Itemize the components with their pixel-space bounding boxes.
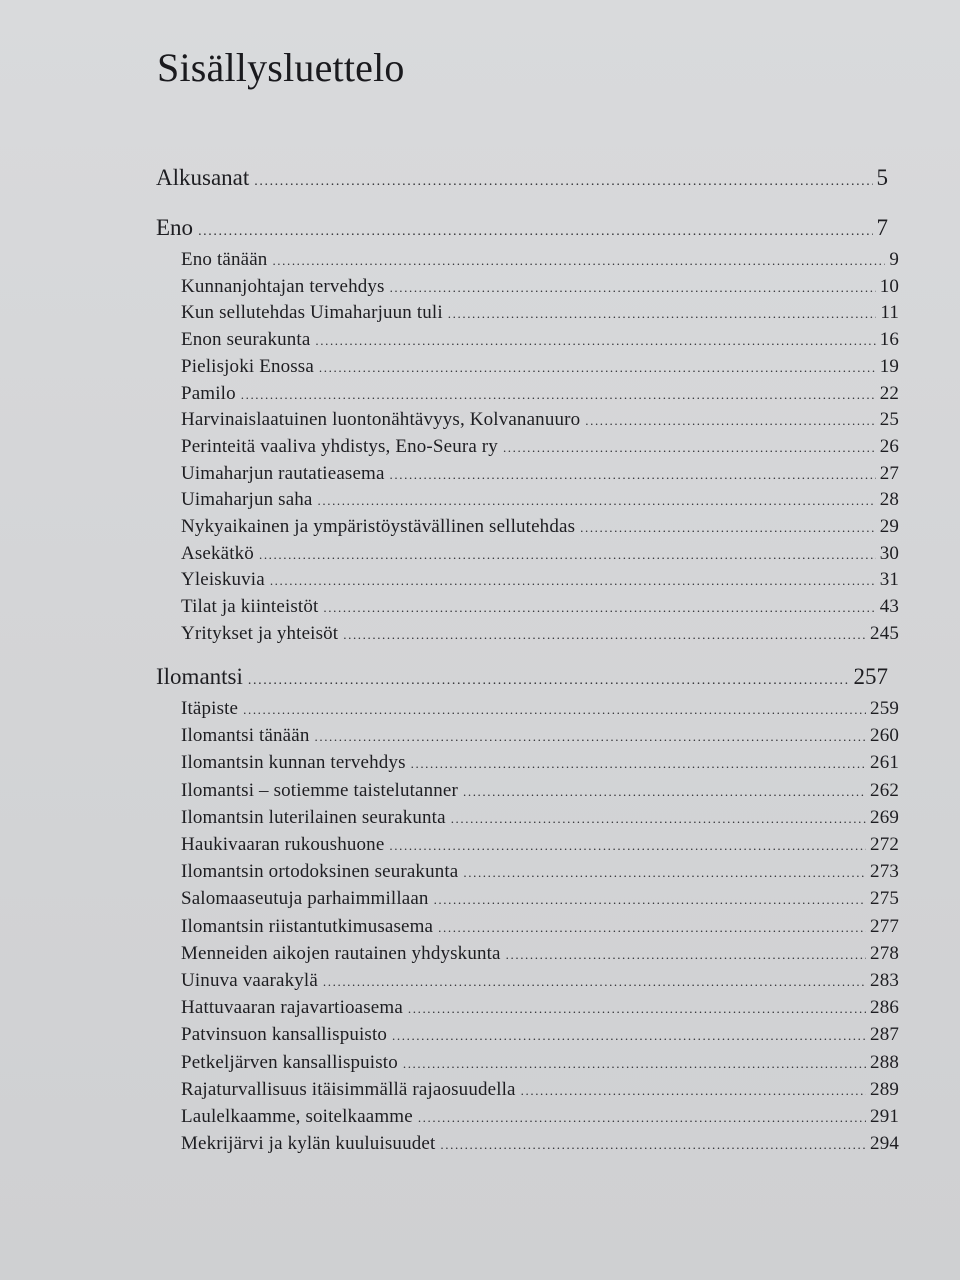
dot-leader: [318, 493, 876, 509]
dot-leader: [448, 306, 877, 322]
dot-leader: [343, 627, 866, 643]
page-number: 275: [870, 888, 899, 909]
entry-title: Uimaharjun saha: [181, 489, 313, 510]
toc-entry: [181, 1106, 899, 1132]
dot-leader: [521, 1083, 866, 1099]
page-number: 272: [870, 834, 899, 855]
toc-entry: [181, 943, 899, 969]
dot-leader: [323, 600, 875, 616]
toc-entry: [181, 780, 899, 806]
dot-leader: [463, 784, 866, 800]
dot-leader: [254, 174, 872, 190]
page-number: 29: [879, 516, 899, 537]
entry-title: Petkeljärven kansallispuisto: [181, 1052, 398, 1073]
dot-leader: [392, 1028, 866, 1044]
page-number: 245: [870, 623, 899, 644]
entry-title: Ilomantsi: [156, 664, 243, 689]
page-number: 26: [879, 436, 899, 457]
toc-entry: [181, 970, 899, 996]
toc-entry: [181, 1079, 899, 1105]
toc-entry: [181, 916, 899, 942]
dot-leader: [259, 547, 876, 563]
entry-title: Tilat ja kiinteistöt: [181, 596, 319, 617]
entry-title: Harvinaislaatuinen luontonähtävyys, Kolvananuuro: [181, 409, 581, 430]
toc-entry: [181, 329, 899, 355]
dot-leader: [418, 1110, 866, 1126]
page-number: 259: [870, 698, 899, 719]
entry-title: Ilomantsin kunnan tervehdys: [181, 752, 406, 773]
entry-title: Kunnanjohtajan tervehdys: [181, 276, 385, 297]
entry-title: Pielisjoki Enossa: [181, 356, 314, 377]
entry-title: Kun sellutehdas Uimaharjuun tuli: [181, 302, 443, 323]
toc-entry: [181, 463, 899, 489]
toc-entry: [181, 834, 899, 860]
entry-title: Perinteitä vaaliva yhdistys, Eno-Seura ry: [181, 436, 498, 457]
page-number: 30: [879, 543, 899, 564]
toc-entry: [181, 752, 899, 778]
entry-title: Yleiskuvia: [181, 569, 265, 590]
page-number: 11: [880, 302, 899, 323]
toc-entry: [181, 1052, 899, 1078]
toc-entry: [181, 356, 899, 382]
page-number: 16: [879, 329, 899, 350]
dot-leader: [451, 811, 866, 827]
toc-entry: [181, 249, 899, 275]
toc-entry: [181, 516, 899, 542]
toc-entry: [181, 596, 899, 622]
page-number: 286: [870, 997, 899, 1018]
dot-leader: [323, 974, 866, 990]
section-heading: [156, 215, 888, 245]
dot-leader: [390, 467, 876, 483]
dot-leader: [438, 920, 866, 936]
page-title: Sisällysluettelo: [157, 45, 405, 90]
section-heading: [156, 664, 888, 694]
toc-entry: [181, 623, 899, 649]
toc-entry: [181, 888, 899, 914]
dot-leader: [463, 865, 866, 881]
dot-leader: [241, 387, 876, 403]
toc-entry: [181, 698, 899, 724]
toc-entry: [181, 1133, 899, 1159]
page-number: 277: [870, 916, 899, 937]
toc-entry: [181, 725, 899, 751]
entry-title: Rajaturvallisuus itäisimmällä rajaosuudella: [181, 1079, 516, 1100]
entry-title: Menneiden aikojen rautainen yhdyskunta: [181, 943, 501, 964]
entry-title: Salomaaseutuja parhaimmillaan: [181, 888, 429, 909]
dot-leader: [272, 253, 885, 269]
dot-leader: [198, 224, 872, 240]
entry-title: Ilomantsin ortodoksinen seurakunta: [181, 861, 459, 882]
page-number: 288: [870, 1052, 899, 1073]
entry-title: Asekätkö: [181, 543, 254, 564]
entry-title: Ilomantsin riistantutkimusasema: [181, 916, 434, 937]
entry-title: Ilomantsi – sotiemme taistelutanner: [181, 780, 458, 801]
toc-entry: [181, 543, 899, 569]
entry-title: Uinuva vaarakylä: [181, 970, 318, 991]
page-number: 289: [870, 1079, 899, 1100]
entry-title: Laulelkaamme, soitelkaamme: [181, 1106, 413, 1127]
dot-leader: [408, 1001, 866, 1017]
dot-leader: [434, 892, 866, 908]
toc-entry: [181, 383, 899, 409]
dot-leader: [440, 1137, 866, 1153]
entry-title: Hattuvaaran rajavartioasema: [181, 997, 403, 1018]
entry-title: Yritykset ja yhteisöt: [181, 623, 339, 644]
page-number: 31: [879, 569, 899, 590]
entry-title: Eno tänään: [181, 249, 268, 270]
dot-leader: [506, 947, 866, 963]
toc-entry: [181, 569, 899, 595]
entry-title: Pamilo: [181, 383, 236, 404]
dot-leader: [315, 333, 875, 349]
page-number: 260: [870, 725, 899, 746]
page-number: 7: [876, 215, 888, 240]
entry-title: Uimaharjun rautatieasema: [181, 463, 385, 484]
entry-title: Mekrijärvi ja kylän kuuluisuudet: [181, 1133, 436, 1154]
page-number: 294: [870, 1133, 899, 1154]
dot-leader: [390, 280, 876, 296]
entry-title: Ilomantsin luterilainen seurakunta: [181, 807, 446, 828]
toc-entry: [181, 276, 899, 302]
toc-entry: [181, 1024, 899, 1050]
entry-title: Patvinsuon kansallispuisto: [181, 1024, 388, 1045]
page-number: 22: [879, 383, 899, 404]
page-number: 291: [870, 1106, 899, 1127]
entry-title: Enon seurakunta: [181, 329, 311, 350]
page-number: 261: [870, 752, 899, 773]
dot-leader: [270, 573, 876, 589]
toc-entry: [181, 997, 899, 1023]
entry-title: Haukivaaran rukoushuone: [181, 834, 385, 855]
entry-title: Alkusanat: [156, 165, 250, 190]
toc-entry: [181, 409, 899, 435]
toc-entry: [181, 489, 899, 515]
page-number: 262: [870, 780, 899, 801]
page-number: 269: [870, 807, 899, 828]
page-number: 43: [879, 596, 899, 617]
page-number: 25: [879, 409, 899, 430]
entry-title: Eno: [156, 215, 194, 240]
page-number: 257: [853, 664, 888, 689]
entry-title: Itäpiste: [181, 698, 239, 719]
entry-title: Nykyaikainen ja ympäristöystävällinen sellutehdas: [181, 516, 576, 537]
page-number: 273: [870, 861, 899, 882]
dot-leader: [243, 702, 866, 718]
page-number: 283: [870, 970, 899, 991]
dot-leader: [585, 413, 875, 429]
dot-leader: [319, 360, 876, 376]
page-number: 287: [870, 1024, 899, 1045]
toc-entry: [181, 861, 899, 887]
section-heading: [156, 165, 888, 195]
toc-entry: [181, 807, 899, 833]
page-number: 278: [870, 943, 899, 964]
dot-leader: [389, 838, 866, 854]
entry-title: Ilomantsi tänään: [181, 725, 310, 746]
dot-leader: [411, 756, 866, 772]
dot-leader: [580, 520, 876, 536]
page-number: 9: [889, 249, 899, 270]
page-number: 28: [879, 489, 899, 510]
dot-leader: [248, 673, 850, 689]
page-number: 5: [876, 165, 888, 190]
page-number: 27: [879, 463, 899, 484]
page-number: 19: [879, 356, 899, 377]
toc-entry: [181, 302, 899, 328]
dot-leader: [403, 1056, 866, 1072]
page-number: 10: [879, 276, 899, 297]
toc-entry: [181, 436, 899, 462]
dot-leader: [503, 440, 876, 456]
dot-leader: [315, 729, 867, 745]
